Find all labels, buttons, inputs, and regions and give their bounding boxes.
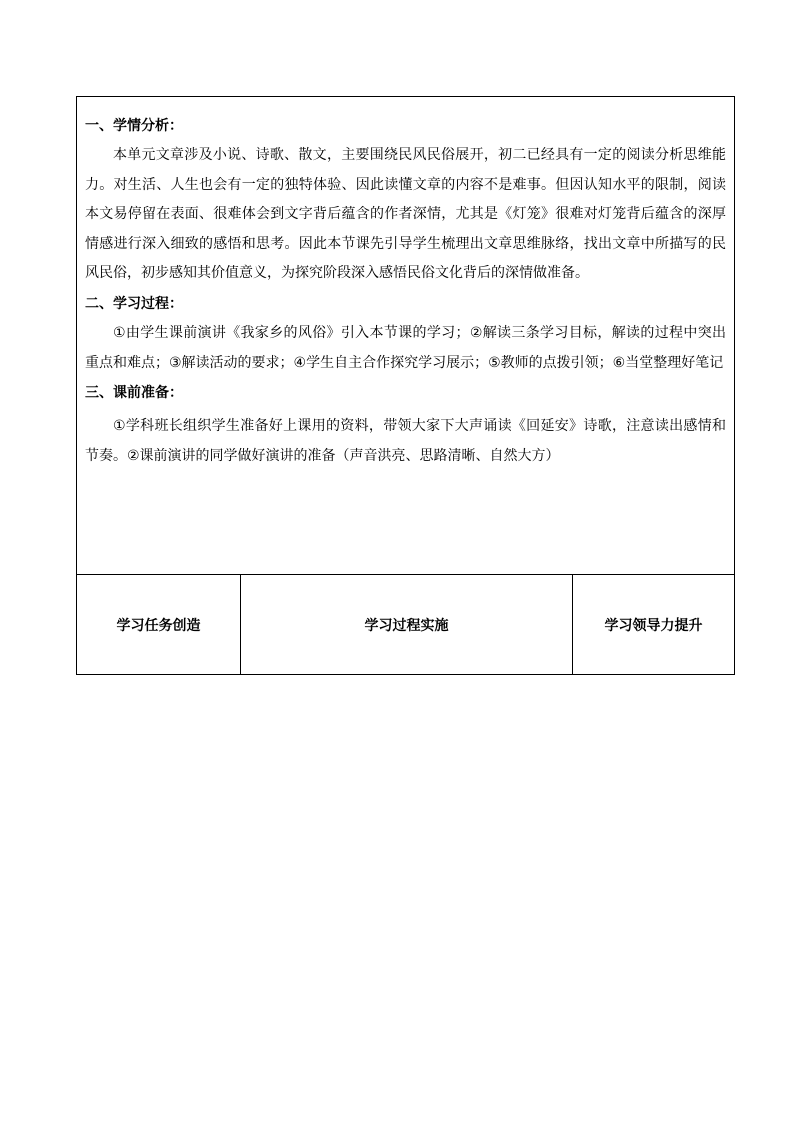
footer-cell-process-implementation: 学习过程实施	[241, 575, 573, 675]
lesson-plan-table	[76, 96, 735, 675]
content-row	[77, 97, 735, 575]
footer-row	[77, 575, 735, 675]
footer-cell-leadership: 学习领导力提升	[573, 575, 735, 675]
section-heading-analysis: 一、学情分析：	[85, 118, 183, 134]
section-paragraph-preparation: ①学科班长组织学生准备好上课用的资料，带领大家下大声诵读《回延安》诗歌，注意读出感情和节奏。②课前演讲的同学做好演讲的准备（声音洪亮、思路清晰、自然大方）	[85, 418, 727, 464]
section-heading-preparation: 三、课前准备：	[85, 385, 183, 402]
section-heading-process: 二、学习过程：	[85, 295, 183, 312]
section-paragraph-process: ①由学生课前演讲《我家乡的风俗》引入本节课的学习；②解读三条学习目标，解读的过程中突出重点和难点；③解读活动的要求；④学生自主合作探究学习展示；⑤教师的点拨引领；⑥当堂整理好笔记	[85, 324, 727, 371]
section-paragraph-analysis: 本单元文章涉及小说、诗歌、散文，主要围绕民风民俗展开，初二已经具有一定的阅读分析思维能力。对生活、人生也会有一定的独特体验、因此读懂文章的内容不是难事。但因认知水平的限制，阅读本文易停留在表面、很难体会到文字背后蕴含的作者深情，尤其是《灯笼》很难对灯笼背后蕴含的深厚情感进行深入细致的感悟和思考。因此本节课先引导学生梳理出文章思维脉络，找出文章中所描写的民风民俗，初步感知其价值意义，为探究阶段深入感悟民俗文化背后的深情做准备。	[85, 147, 727, 282]
content-cell	[77, 97, 735, 575]
footer-cell-task-creation: 学习任务创造	[77, 575, 241, 675]
